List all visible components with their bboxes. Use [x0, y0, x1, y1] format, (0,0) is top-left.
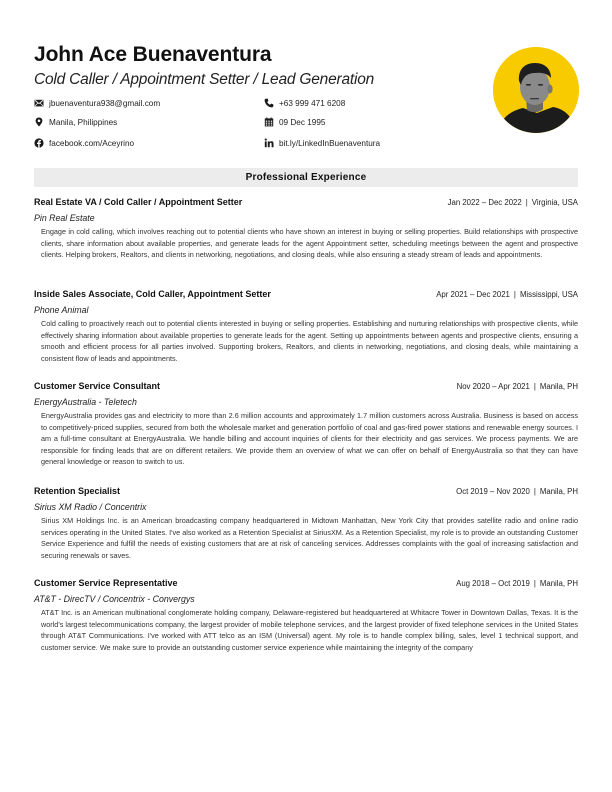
- experience-entry: [34, 289, 578, 364]
- job-company: Pin Real Estate: [34, 213, 95, 223]
- meta-separator: |: [533, 382, 536, 391]
- meta-separator: |: [533, 579, 536, 588]
- phone-icon: [264, 98, 274, 108]
- contact-birthdate: [264, 116, 325, 128]
- job-description: EnergyAustralia provides gas and electricity to more than 2.6 million accounts and approximately 1.7 million customers across Australia. Business is based on access to competitively-priced supplies, secured from both the wholesale market and generation portfolio of coal and gas-fired power stations and renewable energy sources. I am a full-time consultant at EnergyAustralia. We handle billing and account inquiries of clients for their electricity and gas services. We process payments. We are responsible for finding leads that are on different retailers. We provide them an overview of what we can offer on behalf of EnergyAustralia so that they can have general knowledge or reason to switch to us.: [41, 411, 578, 467]
- profile-photo-illustration: [493, 47, 579, 133]
- job-description: Cold calling to proactively reach out to potential clients interested in buying or selling properties. Establishing and nurturing relationships with prospective clients, while effectively sharing information about available properties to generate leads for the agent. Setting up appointments between agents and prospective clients, ensuring a smooth and efficient process for all parties involved. Supporting brokers, Realtors, and clients in networking, negotiations, and closing deals, while maintaining a consistent flow of leads and appointments.: [41, 319, 578, 363]
- job-title: Customer Service Consultant: [34, 381, 161, 391]
- experience-entry: [34, 486, 578, 561]
- job-company: Phone Animal: [34, 305, 89, 315]
- job-location: Manila, PH: [539, 487, 578, 496]
- section-header-professional-experience: Professional Experience: [34, 168, 578, 187]
- contact-linkedin[interactable]: [264, 137, 380, 149]
- contact-location: [34, 116, 117, 128]
- job-dates: Jan 2022 – Dec 2022: [447, 198, 522, 207]
- meta-separator: |: [533, 487, 536, 496]
- job-location: Virginia, USA: [531, 198, 578, 207]
- job-description: Sirius XM Holdings Inc. is an American broadcasting company headquartered in Midtown Manhattan, New York City that provides satellite radio and online radio services operating in the United States. I've also worked as a Retention Specialist at SiriusXM. As a Retention Specialist, my role is to provide an outstanding Customer Service Experience and fulfill the needs of existing customers that are at risk of canceling services. Addresses complaints with the goal of increasing satisfaction and securing renewals or saves.: [41, 516, 578, 560]
- meta-separator: |: [525, 198, 528, 207]
- job-location: Mississippi, USA: [519, 290, 578, 299]
- envelope-icon: [34, 98, 44, 108]
- facebook-link: facebook.com/Aceyrino: [49, 138, 135, 148]
- job-location: Manila, PH: [539, 382, 578, 391]
- job-meta: [456, 579, 578, 588]
- linkedin-icon: [264, 138, 274, 148]
- map-pin-icon: [34, 117, 44, 127]
- job-meta: [456, 487, 578, 496]
- contact-phone[interactable]: [264, 97, 345, 109]
- job-dates: Aug 2018 – Oct 2019: [456, 579, 530, 588]
- birthdate-text: 09 Dec 1995: [279, 117, 326, 127]
- job-meta: [448, 198, 578, 207]
- job-description: AT&T Inc. is an American multinational conglomerate holding company, Delaware-registered but headquartered at Whitacre Tower in Downtown Dallas, Texas. It is the world's largest telecommunications company, the largest provider of mobile telephone services, and the largest provider of fixed telephone services in the United States through AT&T Communications. I've worked with ATT telco as an ISM (Universal) agent. My role is to handle complex billing, sales, level 1 technical support, and customer service. We make sure to provide an outstanding customer service experience while maintaining the integrity of the company: [41, 608, 578, 652]
- location-text: Manila, Philippines: [49, 117, 118, 127]
- job-title: Customer Service Representative: [34, 578, 178, 588]
- job-dates: Apr 2021 – Dec 2021: [436, 290, 510, 299]
- job-description: Engage in cold calling, which involves reaching out to potential clients who have shown an interest in buying or selling properties. Build relationships with prospective clients, share information about available properties, and generate leads for the agent Appointment setter, scheduling meetings between the agent and prospective clients. Helping brokers, Realtors, and clients in networking, negotiations, and closing deals, while also ensuring a steady stream of leads and appointments.: [41, 227, 578, 260]
- contact-email[interactable]: [34, 97, 160, 109]
- calendar-icon: [264, 117, 274, 127]
- meta-separator: |: [513, 290, 516, 299]
- facebook-icon: [34, 138, 44, 148]
- experience-entry: [34, 578, 578, 653]
- job-title: Inside Sales Associate, Cold Caller, Appointment Setter: [34, 289, 271, 299]
- job-company: Sirius XM Radio / Concentrix: [34, 502, 147, 512]
- job-company: AT&T - DirecTV / Concentrix - Convergys: [34, 594, 195, 604]
- profile-photo: [493, 47, 579, 133]
- candidate-name: John Ace Buenaventura: [34, 43, 272, 66]
- job-location: Manila, PH: [539, 579, 578, 588]
- candidate-headline: Cold Caller / Appointment Setter / Lead Generation: [34, 71, 375, 88]
- experience-entry: [34, 381, 578, 468]
- job-meta: [436, 290, 578, 299]
- job-dates: Nov 2020 – Apr 2021: [456, 382, 530, 391]
- email-text: jbuenaventura938@gmail.com: [49, 98, 161, 108]
- job-meta: [457, 382, 578, 391]
- linkedin-link: bit.ly/LinkedInBuenaventura: [279, 138, 381, 148]
- experience-entry: [34, 197, 578, 261]
- job-dates: Oct 2019 – Nov 2020: [456, 487, 530, 496]
- job-company: EnergyAustralia - Teletech: [34, 397, 137, 407]
- contact-facebook[interactable]: [34, 137, 134, 149]
- job-title: Real Estate VA / Cold Caller / Appointment Setter: [34, 197, 243, 207]
- job-title: Retention Specialist: [34, 486, 121, 496]
- phone-text: +63 999 471 6208: [279, 98, 346, 108]
